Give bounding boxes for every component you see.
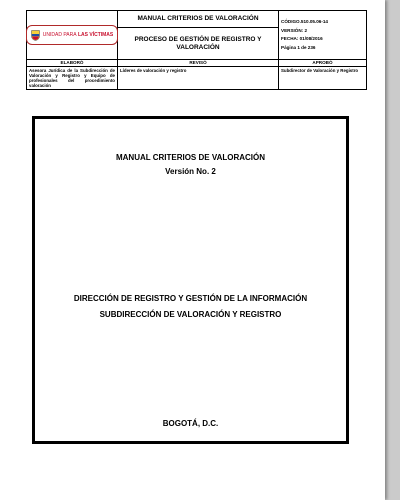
aprobo-heading: APROBÓ bbox=[279, 60, 367, 67]
document-code: CÓDIGO.510.05.06-14 bbox=[281, 19, 328, 24]
page-number: Página 1 de 236 bbox=[281, 44, 316, 50]
reviso-heading: REVISÓ bbox=[118, 60, 279, 67]
cover-direction: DIRECCIÓN DE REGISTRO Y GESTIÓN DE LA INFORMACIÓN bbox=[73, 294, 308, 303]
cover-subdirection: SUBDIRECCIÓN DE VALORACIÓN Y REGISTRO bbox=[99, 310, 282, 319]
process-title: PROCESO DE GESTIÓN DE REGISTRO Y VALORACIÓN bbox=[134, 35, 262, 51]
logo-cell bbox=[27, 11, 118, 60]
title-cell bbox=[118, 11, 279, 60]
manual-title: MANUAL CRITERIOS DE VALORACIÓN bbox=[118, 11, 278, 28]
document-date: FECHA: 01/08/2016 bbox=[281, 36, 323, 41]
cover-city: BOGOTÁ, D.C. bbox=[162, 419, 219, 428]
cover-frame bbox=[32, 116, 349, 444]
cover-title: MANUAL CRITERIOS DE VALORACIÓN bbox=[115, 153, 266, 162]
document-meta bbox=[279, 11, 367, 60]
elaboro-heading: ELABORÓ bbox=[27, 60, 118, 67]
cover-version: Versión No. 2 bbox=[165, 167, 216, 176]
logo-text: UNIDAD PARA LAS VÍCTIMAS bbox=[42, 32, 114, 38]
reviso-value: Líderes de valoración y registro bbox=[118, 67, 279, 90]
colombia-shield-icon bbox=[31, 30, 40, 41]
aprobo-value: Subdirector de Valoración y Registro bbox=[279, 67, 367, 90]
unidad-victimas-logo bbox=[27, 11, 117, 59]
document-header-table bbox=[26, 10, 367, 90]
elaboro-value: Asesora Jurídica de la Subdirección de Valoración y Registro y Equipo de profesionales del procedimiento valoración bbox=[27, 67, 118, 90]
document-version: VERSIÓN: 2 bbox=[281, 27, 308, 33]
